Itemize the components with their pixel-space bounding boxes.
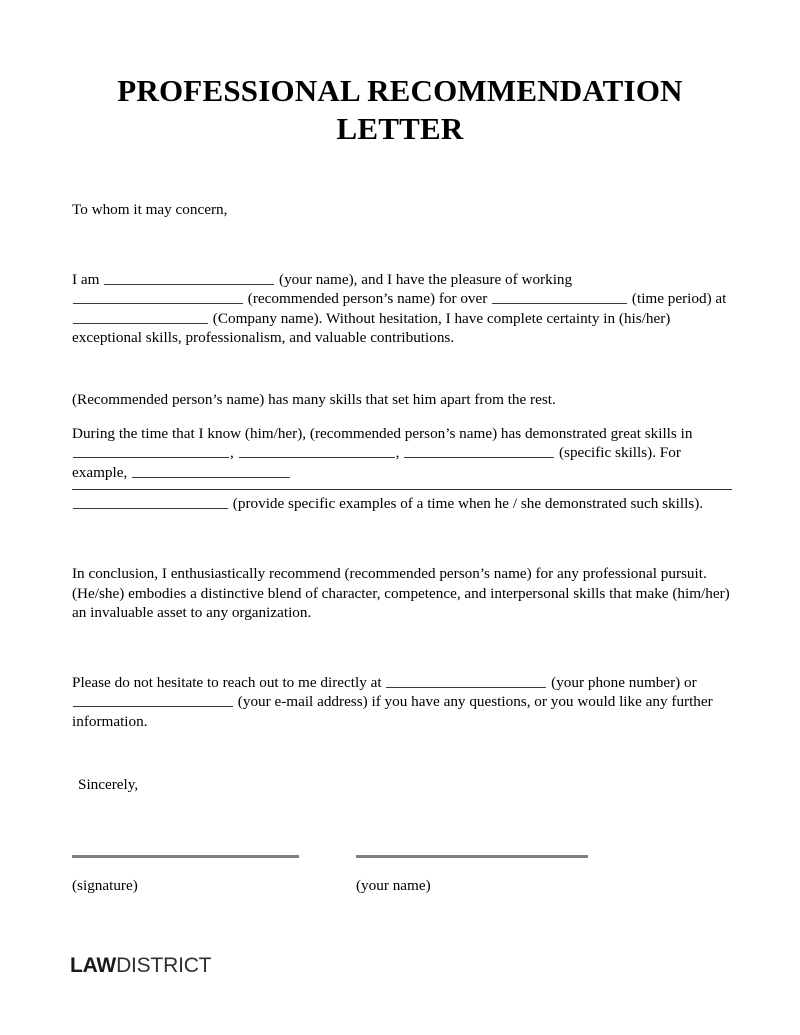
spacer <box>72 410 732 424</box>
skills-sep-2: , <box>395 444 404 462</box>
signature-rule-row <box>72 847 732 869</box>
specific-skill-2-blank[interactable] <box>239 443 395 458</box>
skills-seg-1: During the time that I know (him/her), (recommended person’s name) has demonstrated great skills in <box>72 424 693 442</box>
example-continuation-blank[interactable] <box>73 494 228 509</box>
example-full-width-blank[interactable] <box>72 488 732 490</box>
skills-sep-1: , <box>230 444 238 462</box>
page-title: PROFESSIONAL RECOMMENDATION LETTER <box>117 73 683 146</box>
closing-text: Sincerely, <box>78 776 139 793</box>
signature-rows <box>72 847 732 895</box>
logo-law-text: LAW <box>70 954 117 977</box>
conclusion-text: In conclusion, I enthusiastically recommend (recommended person’s name) for any professional pursuit. (He/she) embodies a distinctive blend of character, competence, and interpersonal skills that make (him/her) an invaluable asset to any organization. <box>72 564 730 622</box>
your-name-blank[interactable] <box>104 270 274 285</box>
spacer <box>72 220 732 270</box>
paragraph-skills-detail <box>72 424 732 514</box>
contact-seg-3: (your e-mail address) if you have any questions, or you would like any further information. <box>72 693 713 730</box>
signature-label: (signature) <box>72 877 138 894</box>
salutation-text: To whom it may concern, <box>72 201 228 218</box>
specific-skill-3-blank[interactable] <box>404 443 554 458</box>
contact-seg-2: (your phone number) or <box>547 673 697 691</box>
intro-seg-2: (your name), and I have the pleasure of working <box>275 270 573 288</box>
specific-skill-1-blank[interactable] <box>73 443 229 458</box>
paragraph-conclusion <box>72 564 732 623</box>
email-address-blank[interactable] <box>73 692 233 707</box>
company-name-blank[interactable] <box>73 309 208 324</box>
paragraph-contact <box>72 673 732 732</box>
signature-line[interactable] <box>72 855 299 858</box>
signature-block <box>72 775 732 894</box>
salutation <box>72 200 732 220</box>
spacer <box>72 514 732 564</box>
intro-seg-3: (recommended person’s name) for over <box>244 290 492 308</box>
intro-seg-5: (Company name). Without hesitation, I have complete certainty in (his/her) exceptional skills, professionalism, and valuable contributions. <box>72 309 671 347</box>
recommended-person-name-blank[interactable] <box>73 289 243 304</box>
spacer <box>72 623 732 673</box>
signature-label-row <box>72 869 732 895</box>
lawdistrict-logo <box>70 954 211 978</box>
paragraph-intro <box>72 270 732 348</box>
letter-body <box>72 200 732 732</box>
logo-district-text: DISTRICT <box>116 954 212 977</box>
example-blank[interactable] <box>132 463 290 478</box>
printed-name-line[interactable] <box>356 855 588 858</box>
skills-lead-text: (Recommended person’s name) has many skills that set him apart from the rest. <box>72 390 556 408</box>
time-period-blank[interactable] <box>492 289 627 304</box>
skills-seg-2: (specific skills). For example, <box>72 444 681 481</box>
intro-seg-4: (time period) at <box>628 290 727 308</box>
intro-seg-1: I am <box>72 270 104 288</box>
phone-number-blank[interactable] <box>386 673 546 688</box>
paragraph-skills-lead <box>72 390 732 410</box>
your-name-label: (your name) <box>356 877 431 894</box>
skills-seg-3: (provide specific examples of a time when he / she demonstrated such skills). <box>229 495 704 513</box>
spacer <box>72 348 732 390</box>
contact-seg-1: Please do not hesitate to reach out to me directly at <box>72 673 386 691</box>
